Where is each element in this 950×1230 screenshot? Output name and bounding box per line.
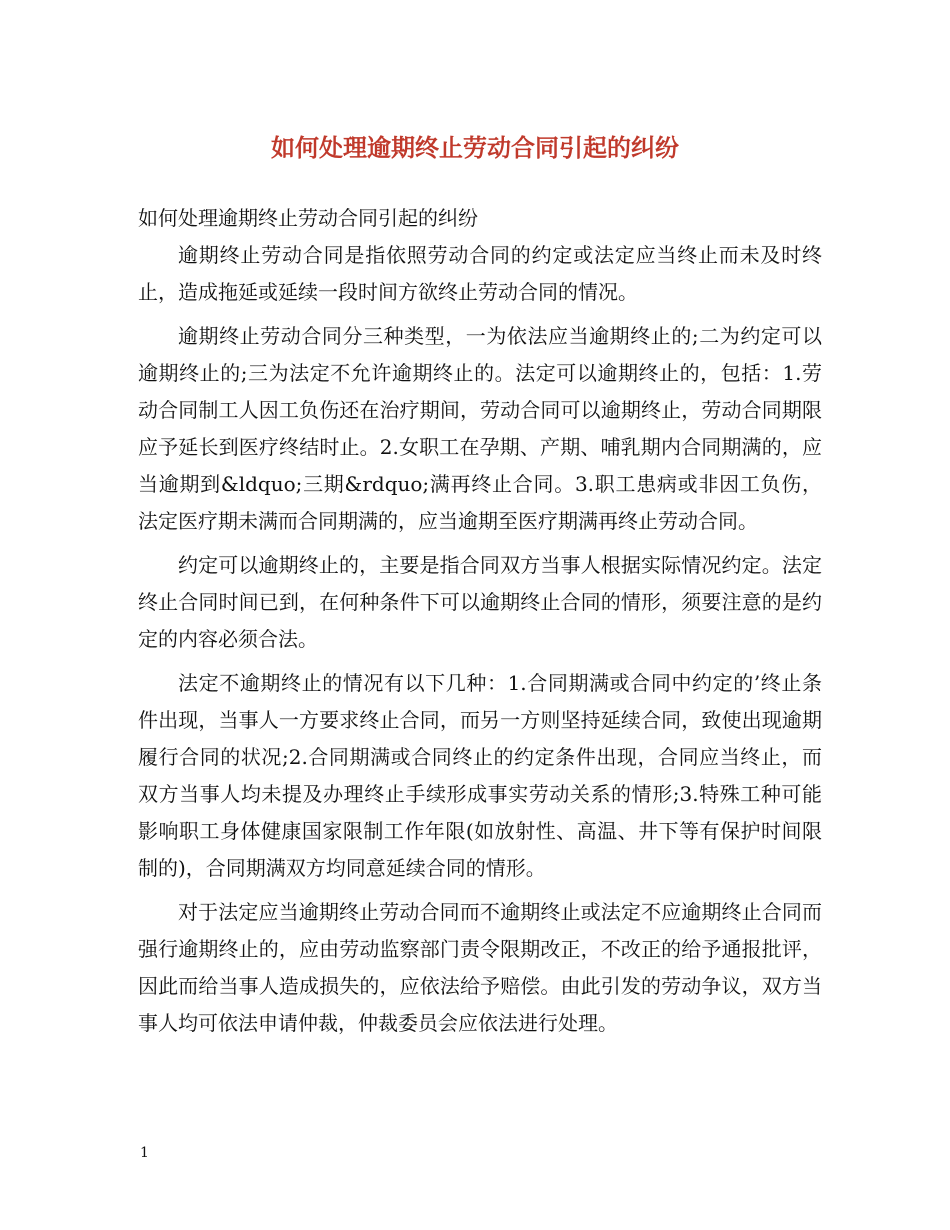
body-paragraph-definition: 逾期终止劳动合同是指依照劳动合同的约定或法定应当终止而未及时终止，造成拖延或延续一段时间方欲终止劳动合同的情况。 [138, 243, 822, 304]
body-paragraph-agreed: 约定可以逾期终止的，主要是指合同双方当事人根据实际情况约定。法定终止合同时间已到，在何种条件下可以逾期终止合同的情形，须要注意的是约定的内容必须合法。 [138, 553, 822, 651]
body-paragraph-not-allowed: 法定不逾期终止的情况有以下几种：1.合同期满或合同中约定的’终止条件出现，当事人一方要求终止合同，而另一方则坚持延续合同，致使出现逾期履行合同的状况;2.合同期满或合同终止的约定条件出现，合同应当终止，而双方当事人均未提及办理终止手续形成事实劳动关系的情形;3.特殊工种可能影响职工身体健康国家限制工作年限(如放射性、高温、井下等有保护时间限制的)，合同期满双方均同意延续合同的情形。 [138, 671, 822, 880]
body-paragraph-types: 逾期终止劳动合同分三种类型，一为依法应当逾期终止的;二为约定可以逾期终止的;三为法定不允许逾期终止的。法定可以逾期终止的，包括：1.劳动合同制工人因工负伤还在治疗期间，劳动合同可以逾期终止，劳动合同期限应予延长到医疗终结时止。2.女职工在孕期、产期、哺乳期内合同期满的，应当逾期到&ldquo;三期&rdquo;满再终止合同。3.职工患病或非因工负伤，法定医疗期未满而合同期满的，应当逾期至医疗期满再终止劳动合同。 [138, 324, 822, 533]
document-body [138, 200, 822, 1042]
document-title: 如何处理逾期终止劳动合同引起的纠纷 [271, 133, 679, 162]
page-number: 1 [140, 1145, 149, 1161]
body-paragraph-remedy: 对于法定应当逾期终止劳动合同而不逾期终止或法定不应逾期终止合同而强行逾期终止的，应由劳动监察部门责令限期改正，不改正的给予通报批评，因此而给当事人造成损失的，应依法给予赔偿。由此引发的劳动争议，双方当事人均可依法申请仲裁，仲裁委员会应依法进行处理。 [138, 900, 822, 1035]
body-heading-paragraph: 如何处理逾期终止劳动合同引起的纠纷 [138, 206, 478, 230]
